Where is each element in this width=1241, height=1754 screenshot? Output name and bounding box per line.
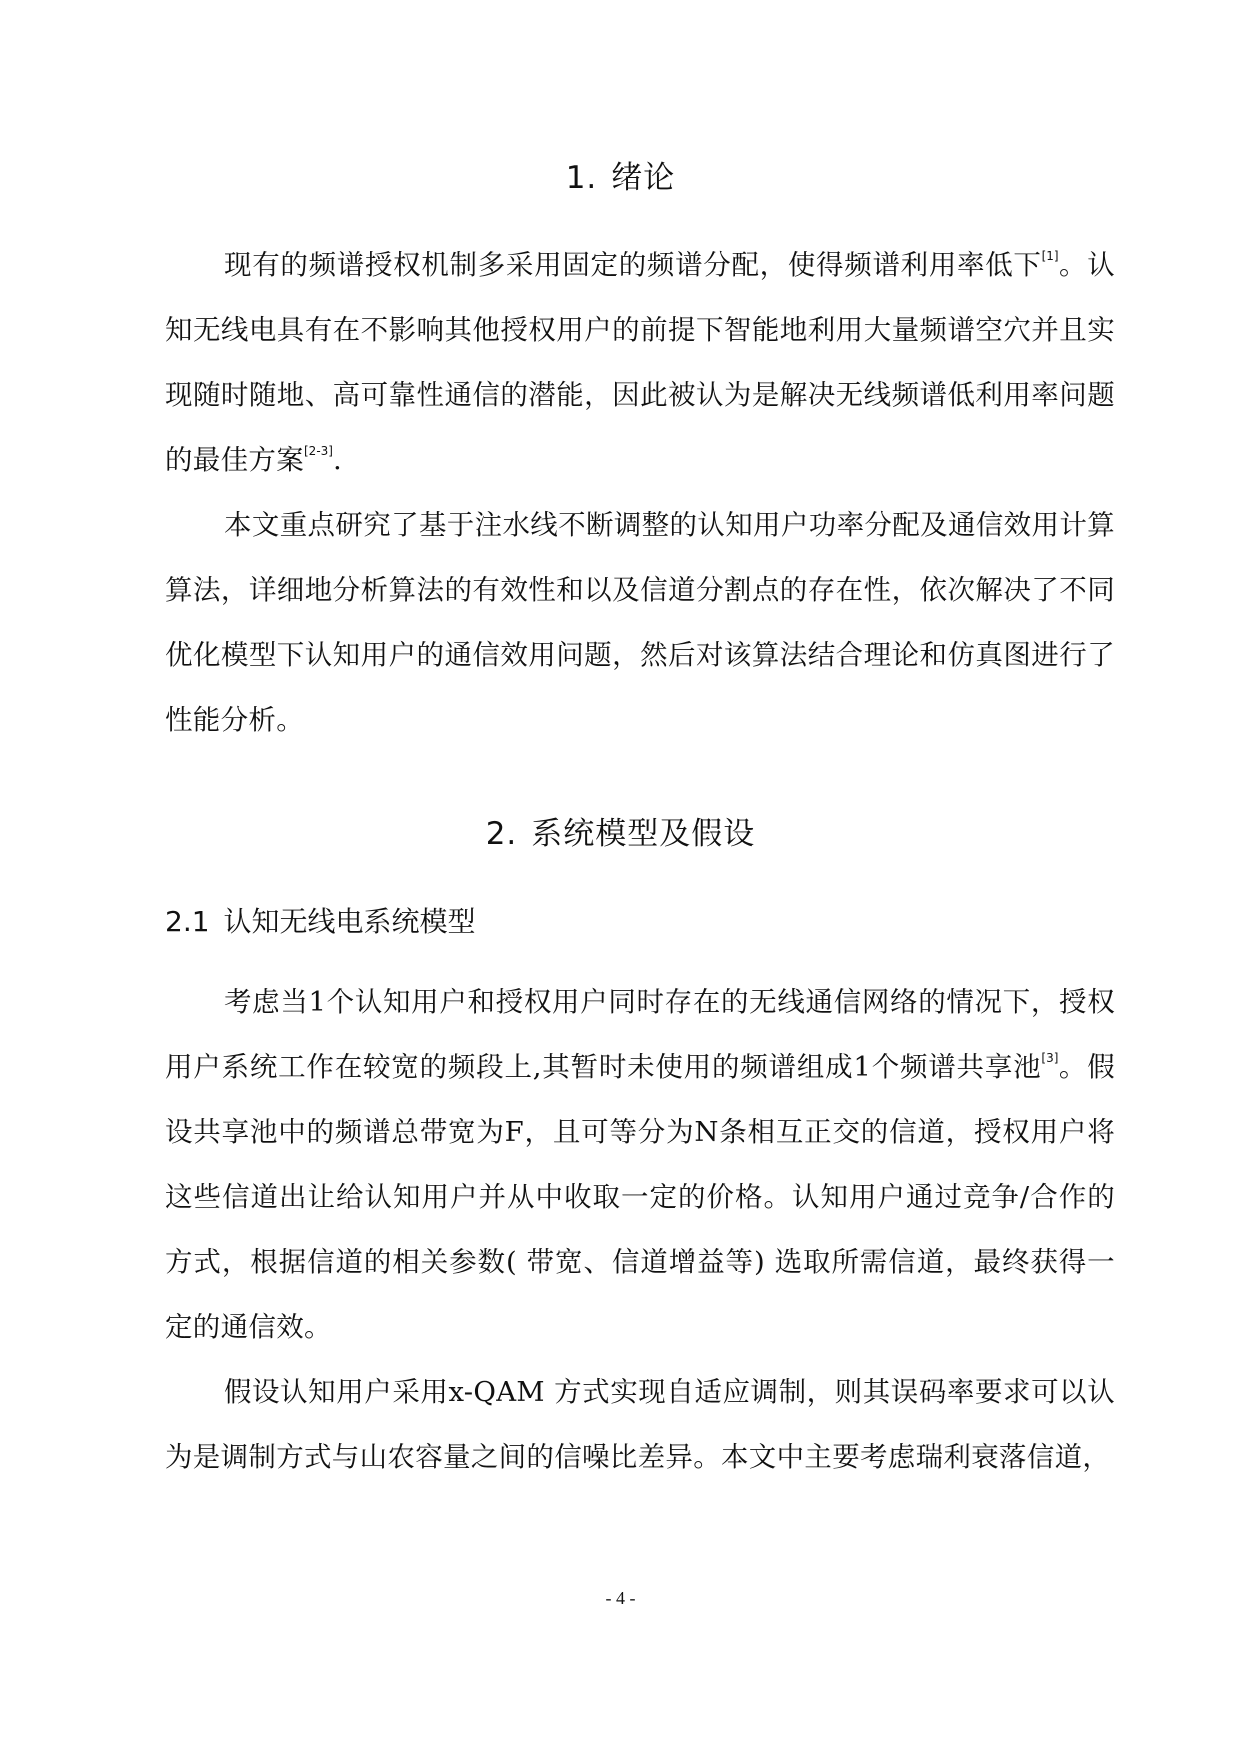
section-1-number: 1. — [565, 160, 598, 196]
page-number-footer: - 4 - — [605, 1588, 636, 1608]
paragraph-intro-1 — [165, 233, 1115, 493]
section-2-number: 2. — [485, 816, 518, 852]
section-2-title: 系统模型及假设 — [531, 816, 756, 852]
paragraph-intro-2 — [165, 493, 1115, 753]
paragraph-model-2 — [165, 1360, 1115, 1490]
citation-ref-2-3: [2-3] — [304, 444, 333, 458]
citation-ref-1: [1] — [1041, 249, 1059, 263]
paragraph-model-2-text: 假设认知用户采用x-QAM 方式实现自适应调制，则其误码率要求可以认为是调制方式与山农容量之间的信噪比差异。本文中主要考虑瑞利衰落信道， — [165, 1376, 1115, 1473]
paragraph-intro-2-text: 本文重点研究了基于注水线不断调整的认知用户功率分配及通信效用计算算法，详细地分析算法的有效性和以及信道分割点的存在性，依次解决了不同优化模型下认知用户的通信效用问题，然后对该算法结合理论和仿真图进行了性能分析。 — [165, 509, 1115, 736]
paragraph-model-1 — [165, 970, 1115, 1360]
section-2-heading — [0, 808, 1241, 853]
paragraph-intro-1-text-a: 现有的频谱授权机制多采用固定的频谱分配，使得频谱利用率低下 — [224, 249, 1042, 281]
subsection-2-1-number: 2.1 — [165, 905, 210, 938]
citation-ref-3: [3] — [1041, 1051, 1059, 1065]
section-1-title: 绪论 — [611, 160, 676, 196]
subsection-2-1-title: 认知无线电系统模型 — [223, 905, 476, 938]
paragraph-model-1-text-a: 考虑当1个认知用户和授权用户同时存在的无线通信网络的情况下，授权用户系统工作在较宽的频段上,其暂时未使用的频谱组成1个频谱共享池 — [165, 986, 1115, 1083]
subsection-2-1-heading — [165, 900, 476, 940]
section-1-heading — [0, 152, 1241, 197]
paragraph-intro-1-text-b: 。认知无线电具有在不影响其他授权用户的前提下智能地利用大量频谱空穴并且实现随时随地、高可靠性通信的潜能，因此被认为是解决无线频谱低利用率问题的最佳方案 — [165, 249, 1115, 476]
paragraph-intro-1-text-c: . — [332, 444, 343, 476]
paragraph-model-1-text-b: 。假设共享池中的频谱总带宽为F，且可等分为N条相互正交的信道，授权用户将这些信道出让给认知用户并从中收取一定的价格。认知用户通过竞争/合作的方式，根据信道的相关参数( 带宽、信道增益等) 选取所需信道，最终获得一定的通信效。 — [165, 1051, 1115, 1343]
